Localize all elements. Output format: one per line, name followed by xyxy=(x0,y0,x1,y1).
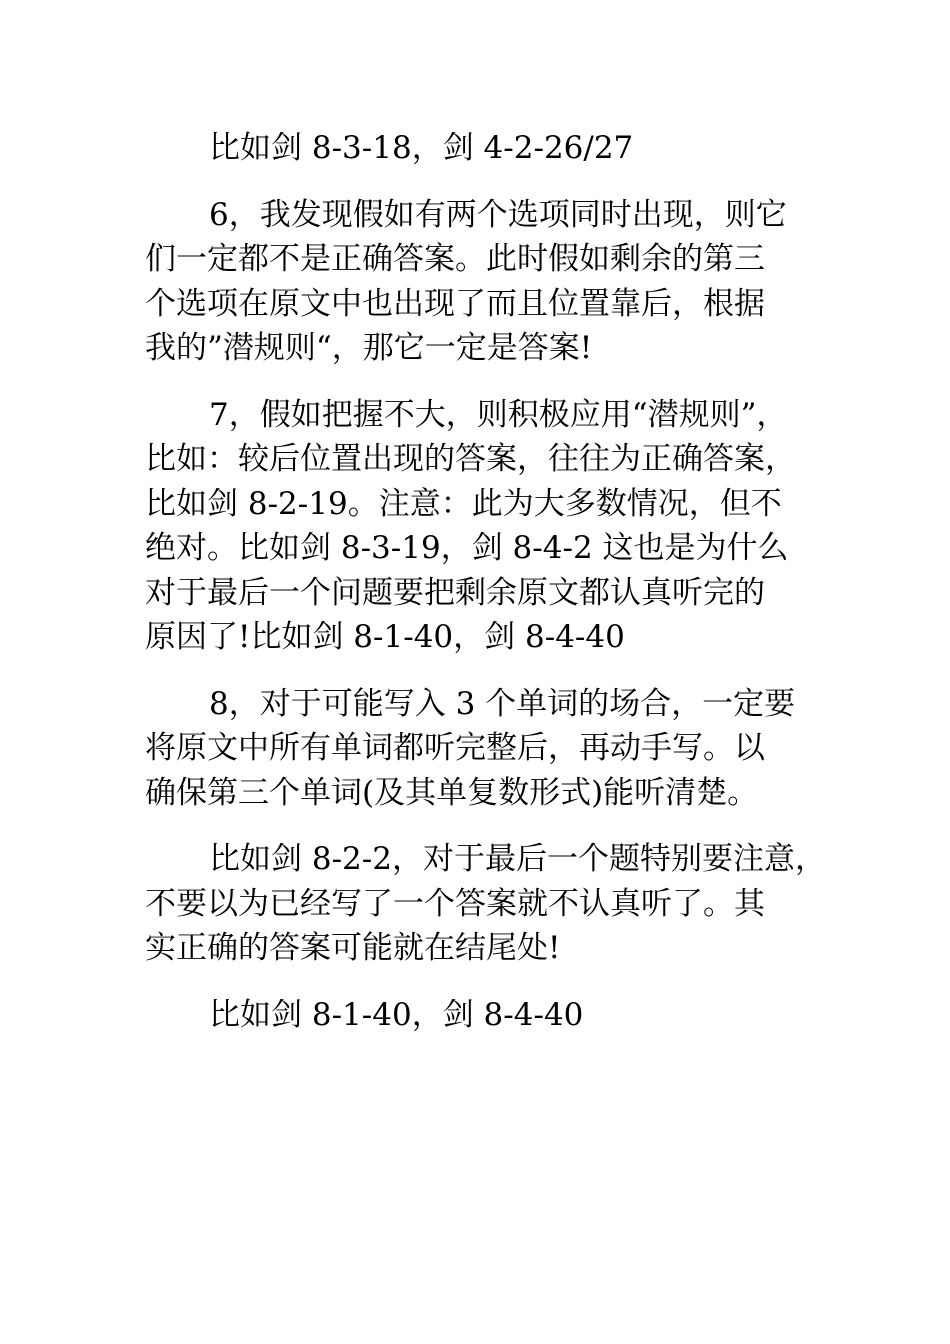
text-line: 比如剑 8-2-2，对于最后一个题特别要注意， xyxy=(209,841,826,877)
paragraph-tip-6 xyxy=(145,193,845,371)
text-line: 绝对。比如剑 8-3-19，剑 8-4-2 这也是为什么 xyxy=(145,530,789,566)
text-line: 比如剑 8-2-19。注意：此为大多数情况，但不 xyxy=(145,485,782,522)
text-line: 对于最后一个问题要把剩余原文都认真听完的 xyxy=(145,574,765,611)
text-line: 确保第三个单词(及其单复数形式)能听清楚。 xyxy=(145,774,759,811)
text-line: 实正确的答案可能就在结尾处! xyxy=(145,930,561,966)
document-body xyxy=(145,126,845,1037)
text-line: 们一定都不是正确答案。此时假如剩余的第三 xyxy=(145,241,765,277)
text-line: 我的”潜规则“，那它一定是答案! xyxy=(145,330,593,366)
text-line: 将原文中所有单词都听完整后，再动手写。以 xyxy=(145,730,765,766)
text-line: 8，对于可能写入 3 个单词的场合，一定要 xyxy=(209,685,796,722)
paragraph-tip-7 xyxy=(145,393,845,660)
text-line: 7，假如把握不大，则积极应用“潜规则”， xyxy=(209,396,788,433)
paragraph-example-3 xyxy=(145,993,845,1038)
paragraph-example-1 xyxy=(145,126,845,171)
text-line: 比如：较后位置出现的答案，往往为正确答案， xyxy=(145,441,796,477)
text-line: 个选项在原文中也出现了而且位置靠后，根据 xyxy=(145,285,765,322)
text-line: 不要以为已经写了一个答案就不认真听了。其 xyxy=(145,885,765,922)
paragraph-tip-8 xyxy=(145,682,845,816)
text-line: 比如剑 8-1-40，剑 8-4-40 xyxy=(209,996,584,1033)
text-line: 比如剑 8-3-18，剑 4-2-26/27 xyxy=(209,130,634,166)
text-line: 原因了!比如剑 8-1-40，剑 8-4-40 xyxy=(145,619,625,655)
text-line: 6，我发现假如有两个选项同时出现，则它 xyxy=(209,196,787,233)
paragraph-example-2 xyxy=(145,837,845,971)
